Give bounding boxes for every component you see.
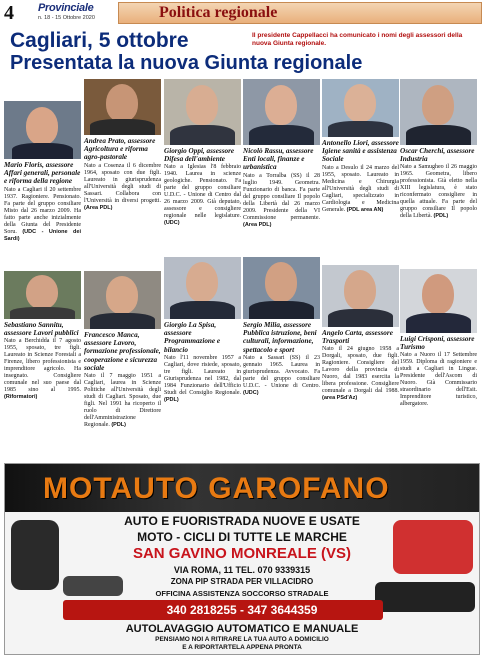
portrait-photo — [243, 79, 320, 145]
profile-name: Giorgio La Spisa, assessore Programmazione e bilancio — [164, 321, 221, 354]
ad-wash: AUTOLAVAGGIO AUTOMATICO E MANUALE — [125, 623, 359, 635]
profile-party: (PDL) — [433, 213, 449, 220]
profile-name: Angelo Carta, assessore Trasporti — [322, 329, 393, 346]
profile-text: Nato a Cagliari il 20 settembre 1937. Ragioniere. Pensionato. Fa parte del gruppo consiliare Misto dal 26 marzo 2009. Ha fatto parte anche inizialmente della Giunta del Presidente Soru. — [4, 186, 81, 235]
profile-name: Nicolò Rassu, assessore Enti locali, finanze e urbanistica — [243, 147, 314, 172]
profile-name: Antonello Liori, assessore Igiene sanità e assistenza Sociale — [322, 139, 399, 164]
issue-date: n. 18 - 15 Ottobre 2020 — [38, 15, 95, 21]
page-header — [0, 0, 482, 26]
profile-name: Sergio Milia, assessore Pubblica istruzione, beni culturali, informazione, spettacolo e sport — [243, 321, 317, 354]
portrait-photo — [164, 257, 241, 319]
section-title: Politica regionale — [159, 4, 278, 21]
profile-text: Nato il 7 maggio 1951 a Cagliari, laurea in Scienze Politiche all'Università degli studi di Cagliari. Sposato, due figli. Nel 1991 ha ricoperto il ruolo di Direttore dell'Amministrazione Regionale. — [84, 373, 161, 429]
profile-card — [84, 79, 161, 212]
profile-party: (UDC - Unione dei Sardi) — [4, 228, 82, 242]
profile-card — [322, 265, 399, 402]
profile-name: Mario Floris, assessore Affari generali, personale e riforma della regione — [4, 161, 81, 186]
portrait-photo — [4, 101, 81, 159]
page-number: 4 — [4, 2, 14, 24]
ad-town: SAN GAVINO MONREALE (VS) — [132, 545, 352, 562]
ad-zone: ZONA PIP STRADA PER VILLACIDRO — [170, 577, 314, 586]
portrait-photo — [4, 271, 81, 319]
profile-party: (area PSd'Az) — [322, 395, 358, 402]
profile-text: Nato a Torralba (SS) il 28 luglio 1949. Geometra. Funzionario di banca. Fa parte del gruppo consiliare Il popolo della Libertà dal 26 marzo 2009. Presidente della VI Commissione permanente. — [243, 172, 320, 221]
profile-card — [400, 269, 477, 408]
ad-line-moto: MOTO - CICLI DI TUTTE LE MARCHE — [137, 530, 347, 544]
profile-name: Francesco Manca, assessore Lavoro, formazione professionale, cooperazione e sicurezza sociale — [84, 331, 161, 372]
portrait-photo — [400, 269, 477, 333]
headline-deck: Il presidente Cappellacci ha comunicato i nomi degli assessori della nuova Giunta regionale. — [252, 32, 463, 47]
profile-party: (PDL) — [164, 396, 179, 403]
portrait-photo — [243, 257, 320, 319]
masthead-logo: Provinciale — [38, 2, 94, 14]
profile-party: (Area PDL) — [84, 204, 113, 211]
profile-text: Nato a Nuoro il 17 Settembre 1959. Diploma di ragioniere e studi a Cagliari in Lingue. Presidente dell'Ascom di Nuoro. Già Commissario straordinario dell'Esit. Imprenditore turistico, albergatore. — [400, 352, 477, 408]
profile-party: (PDL area AN) — [346, 206, 384, 213]
profile-text: Nato a Sassari (SS) il 23 gennaio 1965. Laurea in giurisprudenza. Avvocato. Fa parte del gruppo consiliare U.D.C. - Unione di Centro. — [243, 354, 320, 389]
ad-address: VIA ROMA, 11 TEL. 070 9339315 — [173, 565, 311, 575]
headline-line2: Presentata la nuova Giunta regionale — [10, 52, 363, 74]
profile-name: Oscar Cherchi, assessore Industria — [400, 147, 475, 164]
ad-brand: MOTAUTO GAROFANO — [43, 472, 390, 505]
profile-card — [4, 101, 81, 243]
headline-line1: Cagliari, 5 ottobre — [10, 29, 189, 52]
profile-text: Nato il 24 giugno 1958 a Dorgali, sposato, due figli. Ragioniere. Consigliere del Lavoro della provincia di Nuoro, dal 1983 esercita la libera professione. Consigliere comunale a Dorgali dal 1988. — [322, 346, 399, 395]
ad-line-cars: AUTO E FUORISTRADA NUOVE E USATE — [124, 514, 360, 528]
profile-card — [243, 257, 320, 397]
profile-name: Giorgio Oppi, assessore Difesa dell'ambiente — [164, 147, 235, 164]
profile-card — [164, 257, 241, 404]
profile-party: (UDC) — [243, 389, 259, 396]
ad-service: OFFICINA ASSISTENZA SOCCORSO STRADALE — [155, 589, 329, 598]
portrait-photo — [400, 79, 477, 145]
portrait-photo — [84, 271, 161, 329]
profile-text: Nato a Iglesias l'8 febbraio 1940. Laurea in scienze geologiche. Pensionato. Fa parte del gruppo consiliare U.D.C. - Unione di Centro dal 26 marzo 2009. Già deputato, assessore e consigliere regionale nelle legislature. — [164, 164, 241, 220]
profile-name: Sebastiano Sannitu, assessore Lavori pubblici — [4, 321, 79, 338]
profile-party: (PDL) — [111, 422, 126, 429]
profile-card — [84, 271, 161, 429]
ad-banner — [5, 464, 479, 512]
masthead — [38, 2, 108, 24]
profile-text: Nato a Desulo il 24 marzo del 1955, sposato. Laureato in Medicina e Chirurgia all'Università degli studi di Cagliari, specializzato in Cardiologia e Medicina Generale. — [322, 164, 399, 213]
profile-text: Nato l'11 novembre 1957 a Cagliari, dove risiede, sposato, tre figli. Laureato in Giurisprudenza nel 1982, dal 1984 Funzionario dell'Ufficio Studi del Consiglio Regionale. — [164, 354, 241, 396]
profile-text: Nato a Berchidda il 7 agosto 1955, sposato, tre figli. Laureato in Scienze Forestali a Firenze, libero professionista e imprenditore agricolo. Ha insegnato. Consigliere comunale nel suo paese dal 1985 sino al 1995. — [4, 338, 81, 394]
profile-party: (Area PDL) — [243, 221, 272, 228]
profile-card — [322, 79, 399, 214]
profile-name: Luigi Crisponi, assessore Turismo — [400, 335, 475, 352]
ad-phones: 340 2818255 - 347 3644359 — [166, 603, 318, 617]
ad-pickup-2: E A RIPORTARTELA APPENA PRONTA — [182, 644, 302, 651]
ad-pickup-1: PENSIAMO NOI A RITIRARE LA TUA AUTO A DOMICILIO — [155, 636, 329, 643]
profile-name: Andrea Prato, assessore Agricoltura e riforma agro-pastorale — [84, 137, 156, 162]
profile-text: Nato a Cosenza il 6 dicembre 1964, sposato con due figli. Laureato in giurisprudenza all'Università degli studi di Sassari. Collabora con l'Università in diversi progetti. — [84, 162, 161, 204]
profile-text: Nato a Samugheo il 26 maggio 1965. Geometra, libero professionista. Già eletto nella XIII legislatura, è stato riconfermato consigliere in quella attuale. Fa parte del gruppo consiliare Il popolo della Libertà. — [400, 164, 477, 220]
profile-party: (UDC) — [164, 220, 180, 227]
profile-card — [400, 79, 477, 220]
portrait-photo — [322, 265, 399, 327]
section-band — [118, 2, 482, 24]
profile-party: (Riformatori) — [4, 394, 38, 401]
portrait-photo — [164, 79, 241, 145]
headline-block — [4, 30, 478, 78]
advertisement — [4, 463, 480, 655]
profile-card — [243, 79, 320, 229]
profile-card — [164, 79, 241, 227]
portrait-photo — [322, 79, 399, 137]
profile-card — [4, 271, 81, 401]
profiles-grid — [4, 79, 478, 461]
portrait-photo — [84, 79, 161, 135]
